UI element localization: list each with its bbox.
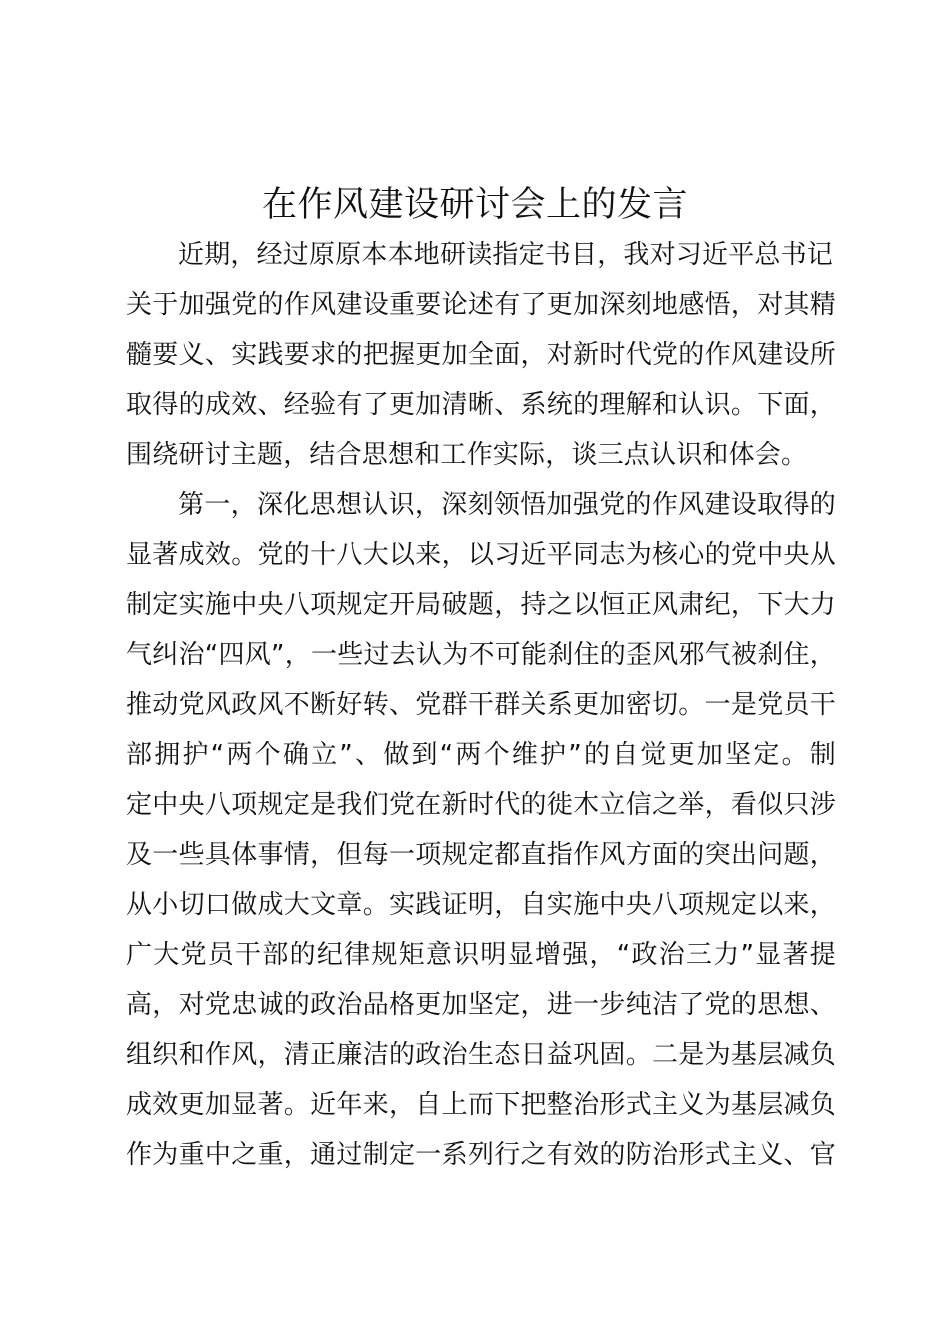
paragraph-line: 从小切口做成大文章。实践证明，自实施中央八项规定以来， <box>126 890 836 920</box>
paragraph-line: 及一些具体事情，但每一项规定都直指作风方面的突出问题， <box>126 840 836 870</box>
paragraph-line: 成效更加显著。近年来，自上而下把整治形式主义为基层减负 <box>126 1090 836 1120</box>
paragraph-line: 部拥护“两个确立”、做到“两个维护”的自觉更加坚定。制 <box>126 740 836 770</box>
paragraph-line: 组织和作风，清正廉洁的政治生态日益巩固。二是为基层减负 <box>126 1040 836 1070</box>
paragraph-line: 推动党风政风不断好转、党群干群关系更加密切。一是党员干 <box>126 690 836 720</box>
paragraph-line: 定中央八项规定是我们党在新时代的徙木立信之举，看似只涉 <box>126 790 836 820</box>
paragraph-line: 关于加强党的作风建设重要论述有了更加深刻地感悟，对其精 <box>126 290 836 320</box>
paragraph-line: 广大党员干部的纪律规矩意识明显增强，“政治三力”显著提 <box>126 940 836 970</box>
paragraph-line: 气纠治“四风”，一些过去认为不可能刹住的歪风邪气被刹住， <box>126 640 836 670</box>
paragraph-line: 高，对党忠诚的政治品格更加坚定，进一步纯洁了党的思想、 <box>126 990 836 1020</box>
paragraph-line: 制定实施中央八项规定开局破题，持之以恒正风肃纪，下大力 <box>126 590 836 620</box>
paragraph-line: 围绕研讨主题，结合思想和工作实际，谈三点认识和体会。 <box>126 440 808 470</box>
paragraph-line: 显著成效。党的十八大以来，以习近平同志为核心的党中央从 <box>126 540 836 570</box>
paragraph-line: 第一，深化思想认识，深刻领悟加强党的作风建设取得的 <box>178 490 836 520</box>
paragraph-line: 取得的成效、经验有了更加清晰、系统的理解和认识。下面， <box>126 390 836 420</box>
paragraph-line: 近期，经过原原本本地研读指定书目，我对习近平总书记 <box>178 240 834 270</box>
paragraph-line: 作为重中之重，通过制定一系列行之有效的防治形式主义、官 <box>126 1140 836 1170</box>
document-title: 在作风建设研讨会上的发言 <box>261 185 688 225</box>
paragraph-line: 髓要义、实践要求的把握更加全面，对新时代党的作风建设所 <box>126 340 836 370</box>
document-body <box>126 230 836 1180</box>
